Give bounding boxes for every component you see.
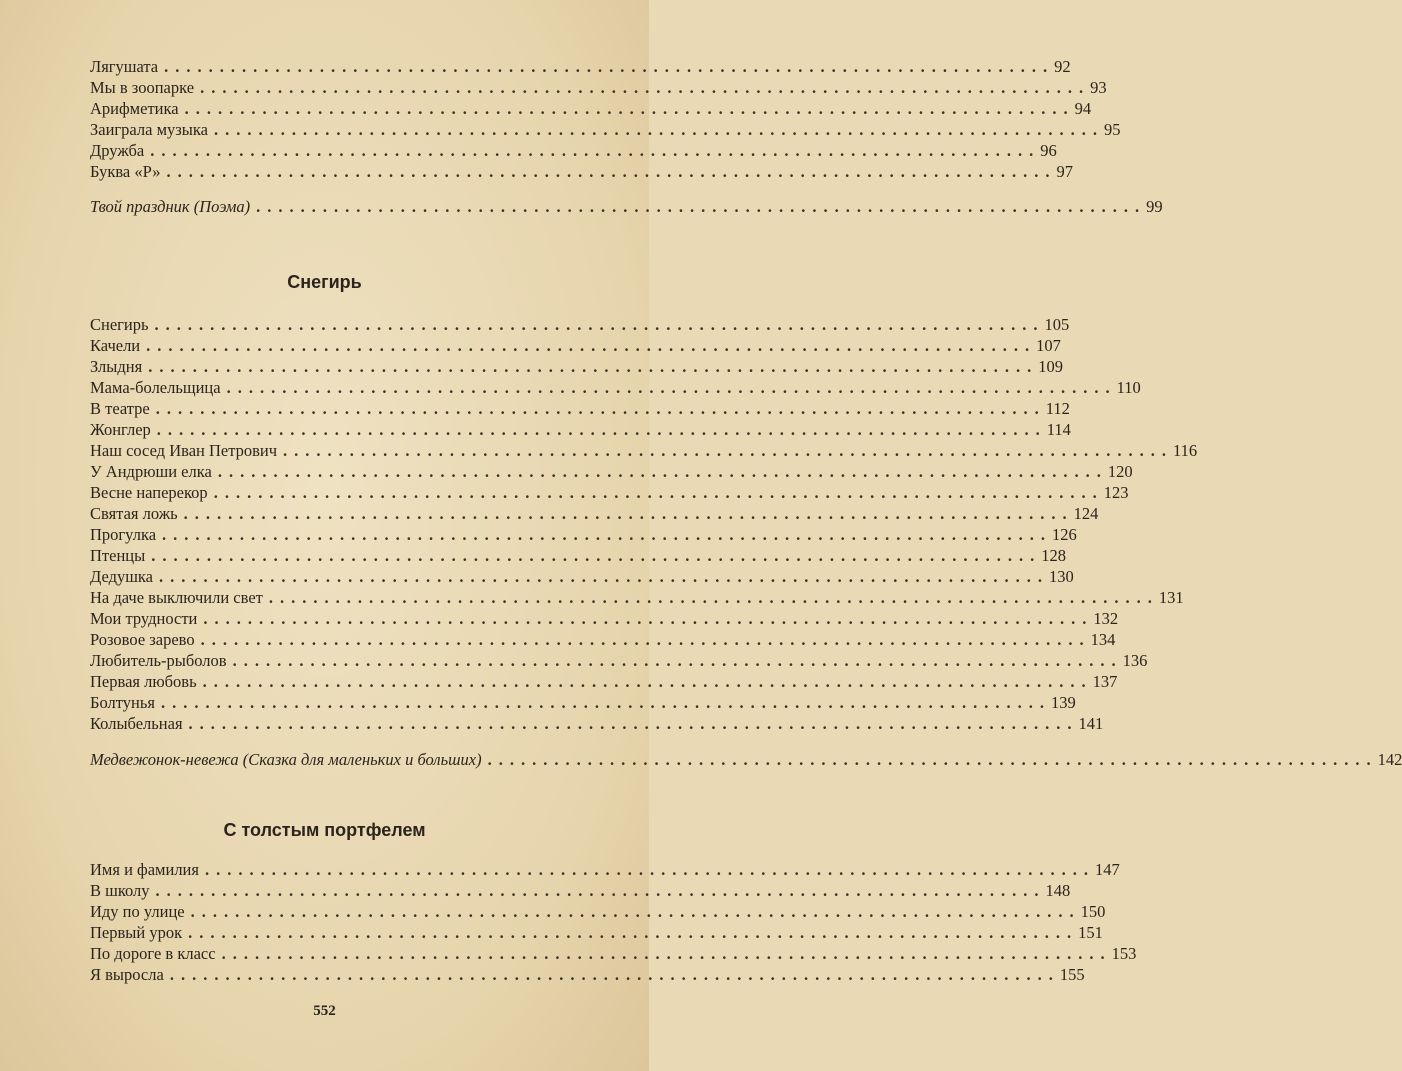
dot-leader: ................................................................................ — [256, 197, 1147, 216]
toc-entry-page: 92 — [1054, 57, 1071, 76]
toc-entry-page: 109 — [1038, 357, 1063, 376]
toc-entry-title: Твой праздник (Поэма) — [90, 197, 251, 216]
toc-entry-page: 153 — [1111, 944, 1137, 963]
toc-entry — [90, 77, 1107, 99]
toc-entry-title: Медвежонок-невежа (Сказка для маленьких и больших) — [90, 750, 482, 769]
dot-leader: ................................................................................ — [213, 120, 1104, 139]
toc-entry-title: В школу — [90, 881, 150, 900]
dot-leader: ................................................................................ — [146, 336, 1037, 355]
toc-entry-page: 105 — [1044, 315, 1070, 334]
toc-entry-page: 139 — [1050, 693, 1076, 712]
dot-leader: ................................................................................ — [200, 78, 1091, 97]
toc-entry-title: Первый урок — [90, 923, 183, 942]
toc-entry-title: Иду по улице — [90, 902, 185, 921]
toc-entry — [90, 377, 1141, 399]
toc-entry-title: Птенцы — [90, 546, 146, 565]
toc-entry — [90, 524, 1077, 546]
toc-entry — [90, 98, 1092, 120]
toc-entry-title: Жонглер — [90, 420, 151, 439]
dot-leader: ................................................................................ — [159, 567, 1050, 586]
toc-entry-title: Буква «Р» — [90, 162, 161, 181]
toc-entry-page: 123 — [1103, 483, 1129, 502]
toc-entry — [90, 419, 1071, 441]
toc-entry-title: На даче выключили свет — [90, 588, 263, 607]
toc-entry — [90, 503, 1099, 525]
toc-entry-page: 116 — [1173, 441, 1198, 460]
dot-leader: ................................................................................ — [200, 630, 1091, 649]
toc-entry — [90, 650, 1148, 672]
toc-entry-title: Весне наперекор — [90, 483, 208, 502]
dot-leader: ................................................................................ — [213, 483, 1104, 502]
section-heading-snegir: Снегирь — [287, 272, 362, 292]
toc-entry-page: 96 — [1040, 141, 1057, 160]
toc-entry-title: Розовое зарево — [90, 630, 195, 649]
toc-entry-page: 155 — [1059, 965, 1085, 984]
toc-entry-page: 114 — [1046, 420, 1071, 439]
toc-entry — [90, 356, 1063, 378]
dot-leader: ................................................................................ — [156, 420, 1047, 439]
toc-entry-title: Дружба — [90, 141, 145, 160]
dot-leader: ................................................................................ — [154, 315, 1045, 334]
toc-entry-page: 126 — [1052, 525, 1077, 544]
dot-leader: ................................................................................ — [169, 965, 1060, 984]
toc-entry-page: 99 — [1146, 197, 1163, 216]
dot-leader: ................................................................................ — [283, 441, 1174, 460]
toc-entry-title: Наш сосед Иван Петрович — [90, 441, 278, 460]
toc-entry-page: 110 — [1116, 378, 1141, 397]
dot-leader: ................................................................................ — [226, 378, 1117, 397]
dot-leader: ................................................................................ — [162, 525, 1053, 544]
toc-entry-page: 94 — [1074, 99, 1092, 118]
toc-entry-page: 142 — [1377, 750, 1402, 769]
toc-entry — [90, 713, 1104, 735]
dot-leader: ................................................................................ — [166, 162, 1057, 181]
toc-entry-title: По дороге в класс — [90, 944, 216, 963]
toc-entry — [90, 140, 1057, 162]
toc-entry — [90, 566, 1074, 588]
dot-leader: ................................................................................ — [155, 881, 1046, 900]
toc-entry — [90, 196, 1163, 218]
toc-entry — [90, 161, 1073, 183]
toc-entry-page: 130 — [1049, 567, 1074, 586]
toc-entry — [90, 880, 1071, 902]
toc-entry-title: Мы в зоопарке — [90, 78, 195, 97]
dot-leader: ................................................................................ — [203, 609, 1094, 628]
dot-leader: ................................................................................ — [232, 651, 1123, 670]
toc-entry-page: 124 — [1073, 504, 1099, 523]
toc-entry-page: 137 — [1092, 672, 1118, 691]
dot-leader: ................................................................................ — [188, 714, 1079, 733]
toc-entry-page: 120 — [1107, 462, 1133, 481]
page-number: 552 — [313, 1003, 336, 1019]
toc-entry-title: Имя и фамилия — [90, 860, 199, 879]
toc-entry-page: 131 — [1158, 588, 1184, 607]
toc-entry-page: 151 — [1078, 923, 1103, 942]
dot-leader: ................................................................................ — [160, 693, 1051, 712]
toc-entry-title: Колыбельная — [90, 714, 183, 733]
toc-entry-page: 128 — [1041, 546, 1066, 565]
dot-leader: ................................................................................ — [221, 944, 1112, 963]
dot-leader: ................................................................................ — [150, 141, 1041, 160]
toc-entry-page: 150 — [1080, 902, 1106, 921]
toc-entry-page: 107 — [1036, 336, 1061, 355]
toc-entry-title: Качели — [90, 336, 141, 355]
dot-leader: ................................................................................ — [184, 99, 1075, 118]
toc-entry-title: У Андрюши елка — [90, 462, 212, 481]
toc-entry — [90, 119, 1121, 141]
toc-entry-page: 148 — [1045, 881, 1071, 900]
toc-entry-title: Арифметика — [90, 99, 179, 118]
toc-entry — [90, 440, 1198, 462]
dot-leader: ................................................................................ — [148, 357, 1039, 376]
toc-entry — [90, 901, 1106, 923]
toc-entry-title: Лягушата — [90, 57, 159, 76]
toc-entry-title: Дедушка — [90, 567, 154, 586]
section-heading-s-tolstym-portfelem: С толстым портфелем — [223, 820, 426, 840]
dot-leader: ................................................................................ — [487, 750, 1378, 769]
toc-entry-title: Злыдня — [90, 357, 143, 376]
dot-leader: ................................................................................ — [202, 672, 1093, 691]
toc-entry-page: 97 — [1056, 162, 1073, 181]
dot-leader: ................................................................................ — [204, 860, 1095, 879]
toc-entry-page: 132 — [1093, 609, 1119, 628]
toc-entry — [90, 922, 1103, 944]
dot-leader: ................................................................................ — [217, 462, 1108, 481]
toc-entry-page: 112 — [1045, 399, 1070, 418]
toc-entry — [90, 545, 1066, 567]
dot-leader: ................................................................................ — [151, 546, 1042, 565]
toc-entry — [90, 587, 1184, 609]
toc-entry-title: Болтунья — [90, 693, 155, 712]
toc-entry-page: 134 — [1090, 630, 1116, 649]
toc-entry-title: Заиграла музыка — [90, 120, 208, 139]
toc-entry-page: 147 — [1094, 860, 1120, 879]
toc-entry — [90, 461, 1133, 483]
toc-entry-page: 93 — [1090, 78, 1107, 97]
toc-entry — [90, 943, 1137, 965]
toc-entry-page: 95 — [1103, 120, 1121, 139]
toc-entry-title: Прогулка — [90, 525, 157, 544]
dot-leader: ................................................................................ — [190, 902, 1081, 921]
toc-entry-title: Святая ложь — [90, 504, 178, 523]
toc-entry — [90, 749, 1402, 771]
toc-entry — [90, 314, 1070, 336]
dot-leader: ................................................................................ — [164, 57, 1055, 76]
toc-entry-page: 136 — [1122, 651, 1148, 670]
toc-entry-title: Первая любовь — [90, 672, 197, 691]
toc-entry — [90, 482, 1129, 504]
dot-leader: ................................................................................ — [155, 399, 1046, 418]
toc-entry — [90, 56, 1071, 78]
toc-entry — [90, 692, 1076, 714]
toc-entry-title: Мама-болельщица — [90, 378, 221, 397]
toc-entry — [90, 608, 1119, 630]
toc-entry — [90, 629, 1116, 651]
toc-entry-title: Мои трудности — [90, 609, 198, 628]
dot-leader: ................................................................................ — [183, 504, 1074, 523]
toc-entry-title: Любитель-рыболов — [90, 651, 227, 670]
toc-entry — [90, 859, 1120, 881]
toc-entry — [90, 398, 1070, 420]
toc-entry — [90, 335, 1061, 357]
toc-entry-title: Снегирь — [90, 315, 149, 334]
dot-leader: ................................................................................ — [268, 588, 1159, 607]
dot-leader: ................................................................................ — [188, 923, 1079, 942]
toc-entry — [90, 964, 1085, 986]
toc-entry-page: 141 — [1078, 714, 1104, 733]
toc-entry-title: В театре — [90, 399, 150, 418]
toc-entry-title: Я выросла — [90, 965, 164, 984]
toc-entry — [90, 671, 1118, 693]
